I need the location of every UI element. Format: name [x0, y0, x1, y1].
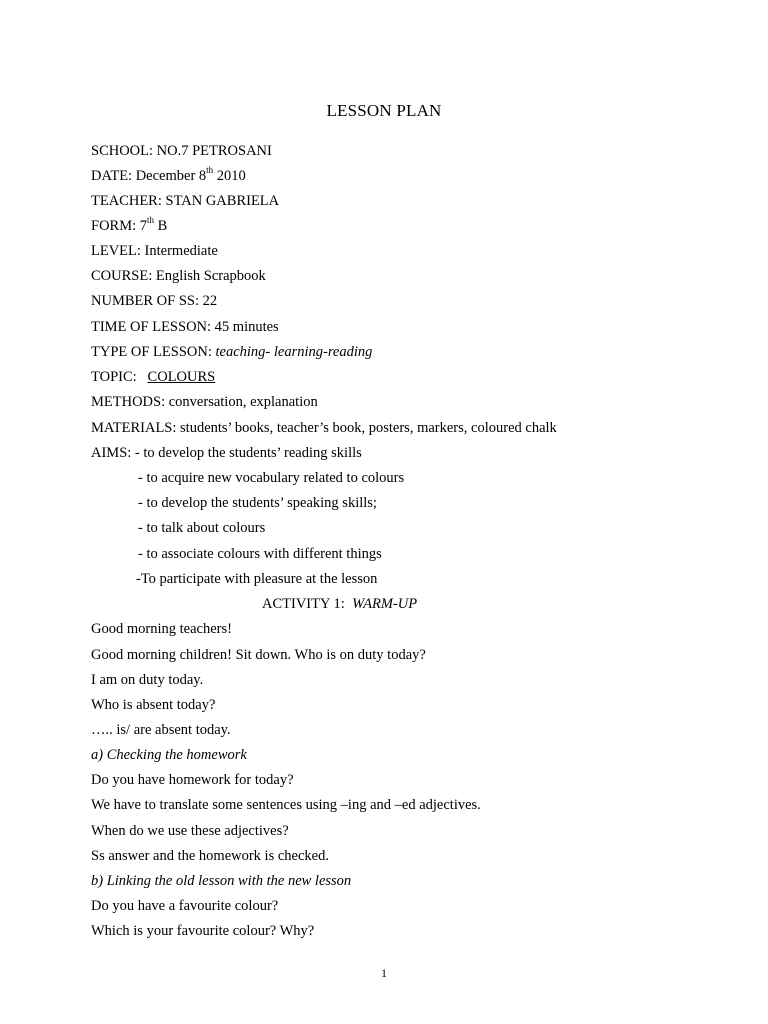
activity-name: WARM-UP: [352, 596, 418, 612]
page-title: LESSON PLAN: [326, 101, 442, 120]
teacher-line: TEACHER: STAN GABRIELA: [91, 193, 280, 209]
time-of-lesson-line: TIME OF LESSON: 45 minutes: [91, 319, 279, 335]
body-line: We have to translate some sentences using –ing and –ed adjectives.: [91, 797, 481, 813]
body-line: Who is absent today?: [91, 697, 216, 713]
body-line: Which is your favourite colour? Why?: [91, 923, 315, 939]
school-line: SCHOOL: NO.7 PETROSANI: [91, 143, 272, 159]
page-number: 1: [381, 966, 387, 980]
section-heading: b) Linking the old lesson with the new lesson: [91, 873, 352, 889]
aim-item: -To participate with pleasure at the lesson: [136, 571, 378, 587]
body-line: Do you have homework for today?: [91, 772, 294, 788]
type-value: teaching- learning-reading: [215, 344, 373, 360]
activity-heading: [262, 595, 417, 613]
aim-item: - to associate colours with different things: [138, 546, 382, 562]
form-line: [91, 217, 167, 235]
form-ordinal: th: [147, 215, 155, 226]
aims-first-line: AIMS: - to develop the students’ reading skills: [91, 445, 362, 461]
date-year: 2010: [213, 168, 246, 184]
aim-item: - to develop the students’ speaking skills;: [138, 495, 377, 511]
type-of-lesson-line: [91, 343, 372, 361]
body-line: When do we use these adjectives?: [91, 823, 289, 839]
number-of-students-line: NUMBER OF SS: 22: [91, 293, 218, 309]
date-text: DATE: December 8: [91, 168, 207, 184]
body-line: Do you have a favourite colour?: [91, 898, 279, 914]
date-line: [91, 167, 246, 185]
materials-line: MATERIALS: students’ books, teacher’s book, posters, markers, coloured chalk: [91, 420, 557, 436]
body-line: Ss answer and the homework is checked.: [91, 848, 329, 864]
body-line: Good morning children! Sit down. Who is on duty today?: [91, 647, 426, 663]
body-line: Good morning teachers!: [91, 621, 232, 637]
form-class: B: [154, 218, 168, 234]
type-label: TYPE OF LESSON:: [91, 344, 216, 360]
level-line: LEVEL: Intermediate: [91, 243, 218, 259]
methods-line: METHODS: conversation, explanation: [91, 394, 318, 410]
topic-line: [91, 368, 215, 386]
topic-label: TOPIC:: [91, 369, 148, 385]
aim-item: - to talk about colours: [138, 520, 266, 536]
course-line: COURSE: English Scrapbook: [91, 268, 266, 284]
date-ordinal: th: [206, 165, 214, 176]
body-line: ….. is/ are absent today.: [91, 722, 231, 738]
form-text: FORM: 7: [91, 218, 148, 234]
aim-item: - to acquire new vocabulary related to colours: [138, 470, 405, 486]
activity-label: ACTIVITY 1:: [262, 596, 353, 612]
body-line: I am on duty today.: [91, 672, 204, 688]
topic-value: COLOURS: [147, 369, 216, 385]
section-heading: a) Checking the homework: [91, 747, 247, 763]
